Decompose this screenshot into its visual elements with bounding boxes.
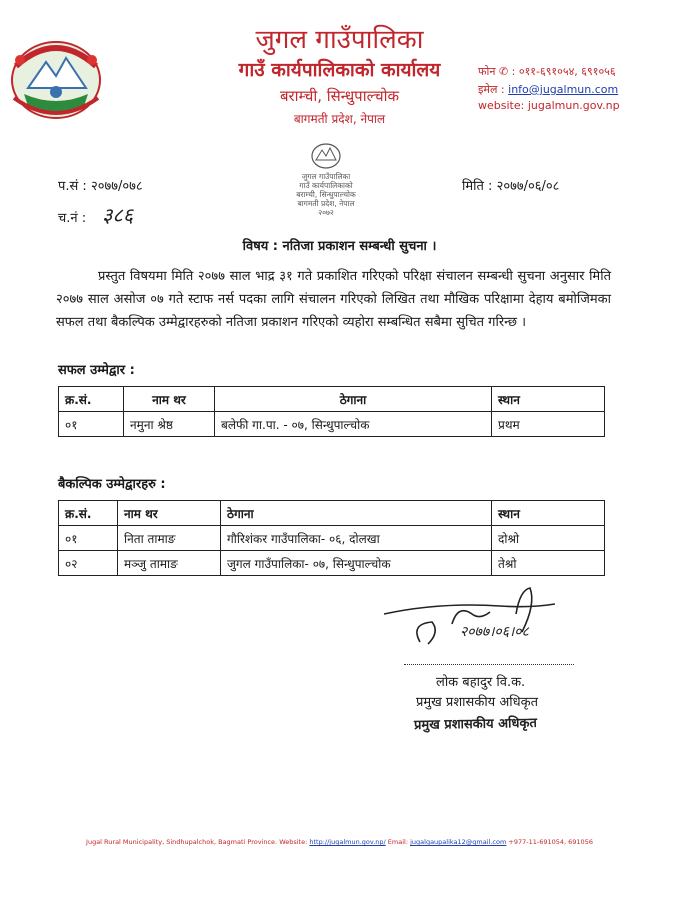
cell-sn: ०२ <box>59 551 118 576</box>
cell-sn: ०१ <box>59 526 118 551</box>
footer <box>0 838 679 846</box>
seal-line4: बागमती प्रदेश, नेपाल <box>297 199 355 208</box>
phone-number: : ०११-६९१०५४, ६९१०५६ <box>511 65 616 78</box>
cell-name: नमुना श्रेष्ठ <box>124 412 215 437</box>
designation-stamp: प्रमुख प्रशासकीय अधिकृत <box>413 715 537 734</box>
office-location: बराम्ची, सिन्धुपाल्चोक <box>279 87 400 105</box>
cell-rank: प्रथम <box>492 412 605 437</box>
contact-phone <box>478 64 616 79</box>
seal-line1: जुगल गाउँपालिका <box>301 172 351 181</box>
cell-address: जुगल गाउँपालिका- ०७, सिन्धुपाल्चोक <box>221 551 492 576</box>
office-seal <box>278 134 374 230</box>
municipality-name: जुगल गाउँपालिका <box>255 25 424 55</box>
table-header-row <box>59 501 605 526</box>
dispatch-number: ३८६ <box>102 203 134 227</box>
footer-email-link[interactable]: jugalgaupalika12@gmail.com <box>410 838 507 846</box>
footer-email-label: Email: <box>387 838 409 846</box>
signature-date: २०७७।०६।०८ <box>460 624 529 640</box>
signatory-name: लोक बहादुर वि.क. <box>436 675 526 690</box>
footer-address: Jugal Rural Municipality, Sindhupalchok, Bagmati Province. Website: <box>86 838 308 846</box>
table-row <box>59 412 605 437</box>
col-sn: क्र.सं. <box>59 501 118 526</box>
col-rank: स्थान <box>492 387 605 412</box>
alternate-title: बैकल्पिक उम्मेद्वारहरु : <box>58 477 166 492</box>
office-province: बागमती प्रदेश, नेपाल <box>293 112 386 126</box>
subject-line: विषय : नतिजा प्रकाशन सम्बन्धी सुचना । <box>242 239 437 254</box>
cell-sn: ०१ <box>59 412 124 437</box>
seal-line5: २०७२ <box>318 208 334 217</box>
email-label: इमेल : <box>478 83 505 96</box>
signature-scribble-icon <box>380 584 580 654</box>
table-row <box>59 551 605 576</box>
office-name: गाउँ कार्यपालिकाको कार्यालय <box>238 59 441 81</box>
cell-rank: दोश्रो <box>492 526 605 551</box>
website-label: website: <box>478 99 525 112</box>
successful-table <box>58 386 605 437</box>
col-rank: स्थान <box>492 501 605 526</box>
letter-number: प.सं : २०७७/०७८ <box>58 179 143 194</box>
table-header-row <box>59 387 605 412</box>
cell-rank: तेश्रो <box>492 551 605 576</box>
footer-website-link[interactable]: http://jugalmun.gov.np/ <box>309 838 386 846</box>
letter-date: मिति : २०७७/०६/०८ <box>462 179 560 194</box>
signature-line <box>404 664 574 665</box>
table-row <box>59 526 605 551</box>
successful-title: सफल उम्मेद्वार : <box>58 363 135 378</box>
alternate-table <box>58 500 605 576</box>
contact-email <box>478 82 618 97</box>
footer-phone: +977-11-691054, 691056 <box>508 838 593 846</box>
seal-line2: गाउँ कार्यपालिकाको <box>299 181 353 190</box>
phone-icon: ✆ <box>498 65 509 78</box>
email-link[interactable]: info@jugalmun.com <box>508 83 619 96</box>
cell-name: निता तामाङ <box>118 526 221 551</box>
website-link[interactable]: jugalmun.gov.np <box>527 99 620 112</box>
col-sn: क्र.सं. <box>59 387 124 412</box>
phone-label: फोन <box>478 65 496 78</box>
signatory-designation: प्रमुख प्रशासकीय अधिकृत <box>416 695 539 710</box>
cell-address: गौरिशंकर गाउँपालिका- ०६, दोलखा <box>221 526 492 551</box>
dispatch-label: च.नं : <box>58 211 87 226</box>
contact-website <box>478 99 620 112</box>
cell-address: बलेफी गा.पा. - ०७, सिन्धुपाल्चोक <box>215 412 492 437</box>
col-name: नाम थर <box>118 501 221 526</box>
notice-body: प्रस्तुत विषयमा मिति २०७७ साल भाद्र ३१ गते प्रकाशित गरिएको परिक्षा संचालन सम्बन्धी सुचना अनुसार मिति २०७७ साल असोज ०७ गते स्टाफ नर्स पदका लागि संचालन गरिएको लिखित तथा मौखिक परिक्षामा देहाय बमोजिमका सफल तथा बैकल्पिक उम्मेद्वारहरुको नतिजा प्रकाशन गरिएको व्यहोरा सम्बन्धित सबैमा सुचित गरिन्छ । <box>56 269 611 330</box>
cell-name: मञ्जु तामाङ <box>118 551 221 576</box>
seal-line3: बराम्ची, सिन्धुपाल्चोक <box>296 190 356 199</box>
col-address: ठेगाना <box>221 501 492 526</box>
col-address: ठेगाना <box>215 387 492 412</box>
col-name: नाम थर <box>124 387 215 412</box>
